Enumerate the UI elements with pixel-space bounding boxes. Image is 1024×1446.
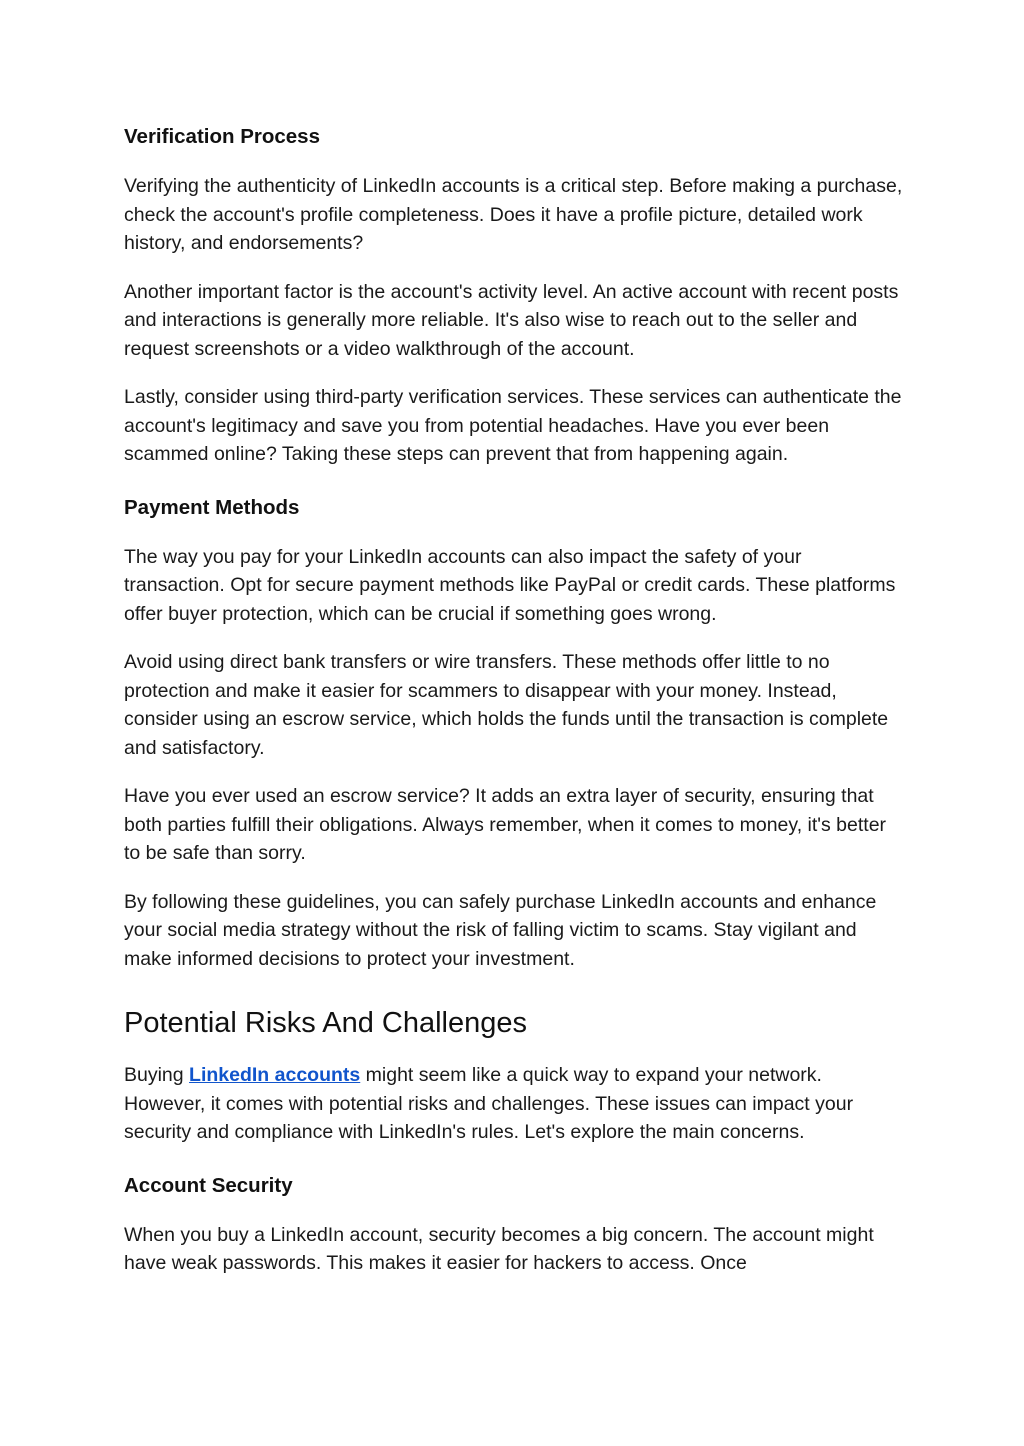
risks-paragraph-1-before: Buying bbox=[124, 1064, 190, 1086]
payment-paragraph-1: The way you pay for your LinkedIn accounts can also impact the safety of your transaction. Opt for secure payment methods like PayPal or credit cards. These platforms offer buyer protection, which can be crucial if something goes wrong. bbox=[124, 545, 896, 625]
risks-paragraph-1-after: might seem like a quick way to expand your network. However, it comes with potential risks and challenges. These issues can impact your security and compliance with LinkedIn's rules. Let's explore the main concerns. bbox=[124, 1064, 854, 1143]
verification-paragraph-1: Verifying the authenticity of LinkedIn accounts is a critical step. Before making a purchase, check the account's profile completeness. Does it have a profile picture, detailed work history, and endorsements? bbox=[124, 175, 903, 254]
verification-heading: Verification Process bbox=[124, 125, 320, 148]
security-paragraph-1: When you buy a LinkedIn account, security becomes a big concern. The account might have weak passwords. This makes it easier for hackers to access. Once bbox=[124, 1223, 874, 1274]
payment-paragraph-2: Avoid using direct bank transfers or wire transfers. These methods offer little to no protection and make it easier for scammers to disappear with your money. Instead, consider using an escrow service, which holds the funds until the transaction is complete and satisfactory. bbox=[124, 651, 889, 759]
verification-paragraph-3: Lastly, consider using third-party verification services. These services can authenticate the account's legitimacy and save you from potential headaches. Have you ever been scammed online? Taking these steps can prevent that from happening again. bbox=[124, 386, 902, 465]
linkedin-accounts-link[interactable]: LinkedIn accounts bbox=[189, 1064, 361, 1086]
verification-paragraph-2: Another important factor is the account's activity level. An active account with recent posts and interactions is generally more reliable. It's also wise to reach out to the seller and request screenshots or a video walkthrough of the account. bbox=[124, 280, 899, 360]
security-heading: Account Security bbox=[124, 1173, 293, 1197]
payment-paragraph-4: By following these guidelines, you can safely purchase LinkedIn accounts and enhance your social media strategy without the risk of falling victim to scams. Stay vigilant and make informed decisions to protect your investment. bbox=[124, 890, 877, 970]
risks-heading: Potential Risks And Challenges bbox=[124, 1007, 528, 1039]
risks-paragraph-1 bbox=[124, 1061, 904, 1147]
payment-paragraph-3: Have you ever used an escrow service? It adds an extra layer of security, ensuring that both parties fulfill their obligations. Always remember, when it comes to money, it's better to be safe than sorry. bbox=[124, 785, 887, 864]
document-page bbox=[124, 122, 904, 1278]
payment-heading: Payment Methods bbox=[124, 495, 300, 519]
